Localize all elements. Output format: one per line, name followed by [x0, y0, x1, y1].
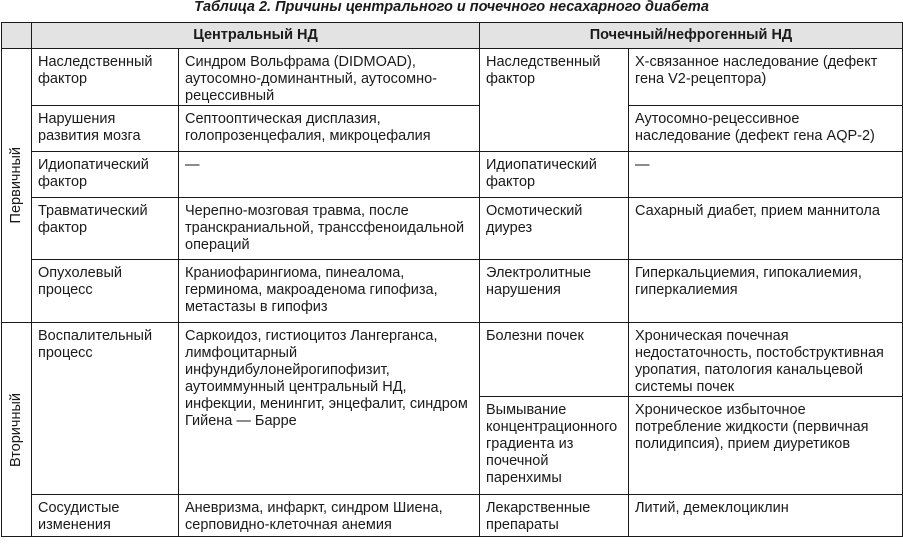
group-label: Вторичный [8, 392, 24, 467]
causes-table [1, 22, 903, 537]
header-row [2, 23, 903, 49]
table-row [2, 260, 903, 323]
header-corner [2, 23, 32, 49]
renal-causes: Х-связанное наследование (дефект гена V2-рецептора) [629, 49, 903, 106]
renal-causes: Литий, демеклоциклин [629, 495, 903, 537]
central-factor: Сосудистые изменения [32, 495, 179, 537]
central-causes: Септооптическая дисплазия, голопрозенцефалия, микроцефалия [179, 106, 480, 152]
central-causes: — [179, 152, 480, 198]
renal-causes: Аутосомно-рецессивное наследование (дефект гена AQP-2) [629, 106, 903, 152]
central-factor: Идиопатический фактор [32, 152, 179, 198]
central-factor: Травматический фактор [32, 198, 179, 260]
header-central: Центральный НД [32, 23, 480, 49]
group-secondary [2, 323, 32, 537]
central-causes: Краниофарингиома, пинеалома, герминома, макроаденома гипофиза, метастазы в гипофиз [179, 260, 480, 323]
table-row [2, 106, 903, 152]
renal-causes: — [629, 152, 903, 198]
central-causes: Саркоидоз, гистиоцитоз Лангерганса, лимфоцитарный инфундибулонейрогипофизит, аутоиммунный центральный НД, инфекции, менингит, энцефалит, синдром Гийена — Барре [179, 323, 480, 495]
renal-factor: Лекарственные препараты [480, 495, 629, 537]
renal-factor: Электролитные нарушения [480, 260, 629, 323]
table-title: Таблица 2. Причины центрального и почечного несахарного диабета [194, 0, 709, 15]
renal-causes: Хроническая почечная недостаточность, постобструктивная уропатия, патология канальцевой системы почек [629, 323, 903, 397]
header-renal: Почечный/нефрогенный НД [480, 23, 903, 49]
central-causes: Аневризма, инфаркт, синдром Шиена, серповидно-клеточная анемия [179, 495, 480, 537]
table-row [2, 152, 903, 198]
central-factor: Воспалительный процесс [32, 323, 179, 495]
table-row [2, 323, 903, 397]
renal-factor: Наследственный фактор [480, 49, 629, 152]
table-row [2, 495, 903, 537]
renal-causes: Хроническое избыточное потребление жидкости (первичная полидипсия), прием диуретиков [629, 397, 903, 495]
renal-factor: Болезни почек [480, 323, 629, 397]
group-primary [2, 49, 32, 323]
renal-factor: Вымывание концентрационного градиента из почечной паренхимы [480, 397, 629, 495]
table-row [2, 49, 903, 106]
renal-factor: Осмотический диурез [480, 198, 629, 260]
central-factor: Опухолевый процесс [32, 260, 179, 323]
table-row [2, 198, 903, 260]
renal-causes: Гиперкальциемия, гипокалиемия, гиперкалиемия [629, 260, 903, 323]
renal-causes: Сахарный диабет, прием маннитола [629, 198, 903, 260]
central-factor: Нарушения развития мозга [32, 106, 179, 152]
renal-factor: Идиопатический фактор [480, 152, 629, 198]
group-label: Первичный [8, 147, 24, 224]
central-factor: Наследственный фактор [32, 49, 179, 106]
central-causes: Черепно-мозговая травма, после транскраниальной, транссфеноидальной операций [179, 198, 480, 260]
central-causes: Синдром Вольфрама (DIDMOAD), аутосомно-доминантный, аутосомно-рецессивный [179, 49, 480, 106]
